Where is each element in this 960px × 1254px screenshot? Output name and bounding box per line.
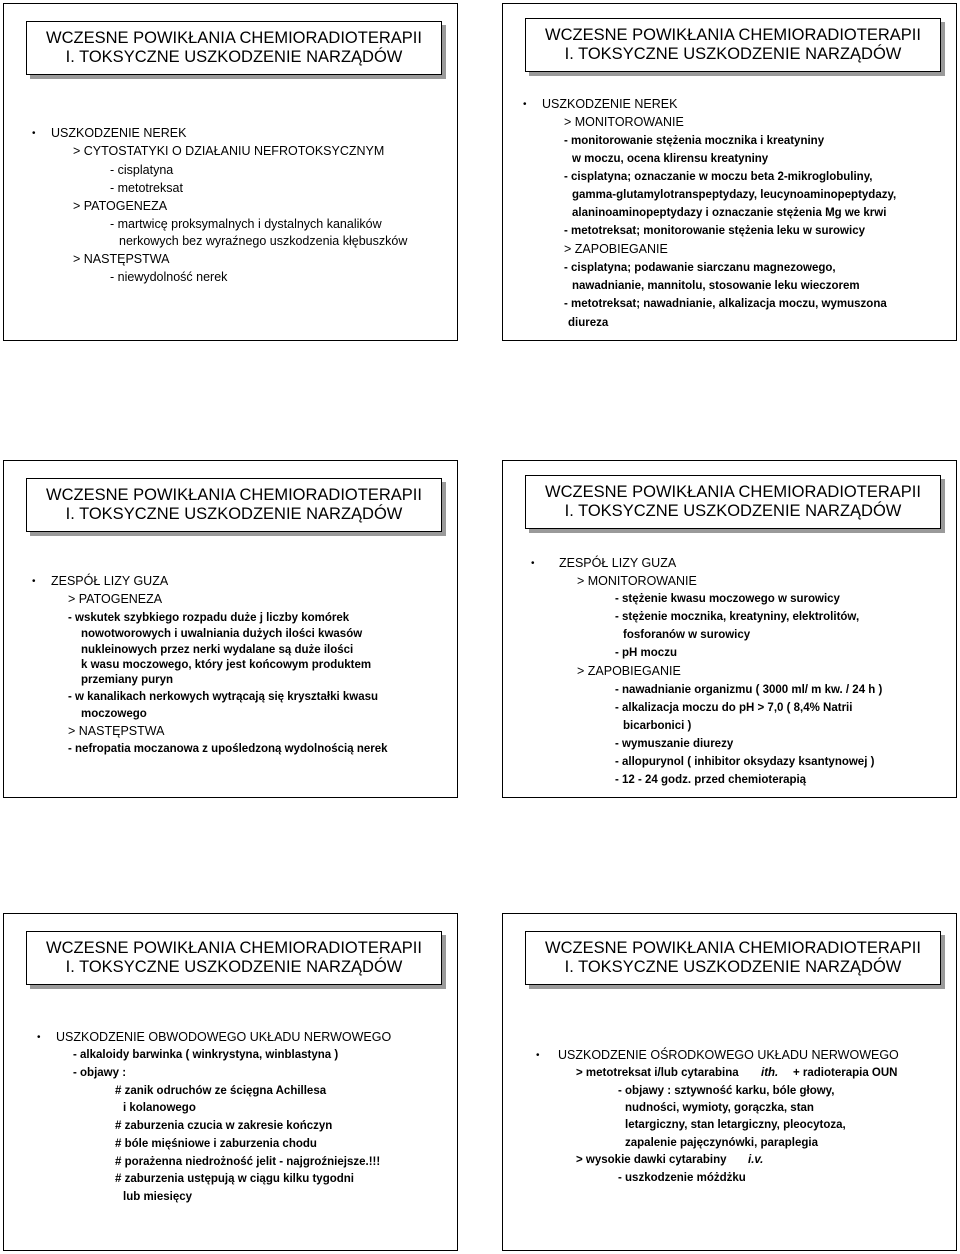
text-line: - allopurynol ( inhibitor oksydazy ksantynowej ) [615,756,875,768]
slide-title-line-1: WCZESNE POWIKŁANIA CHEMIORADIOTERAPII [545,483,921,501]
slide-title [525,18,941,72]
text-line: USZKODZENIE OBWODOWEGO UKŁADU NERWOWEGO [56,1030,392,1044]
slide-title-line-1: WCZESNE POWIKŁANIA CHEMIORADIOTERAPII [46,29,422,47]
text-line: - wskutek szybkiego rozpadu duże j liczby komórek [68,612,350,624]
text-line: diureza [568,317,609,329]
text-line: > ZAPOBIEGANIE [577,664,681,678]
text-line: - nefropatia moczanowa z upośledzoną wydolnością nerek [68,743,388,755]
text-line: ZESPÓŁ LIZY GUZA [559,556,677,570]
text-line: alaninoaminopeptydazy i oznaczanie stężenia Mg we krwi [572,207,887,219]
text-line: gamma-glutamylotranspeptydazy, leucynoaminopeptydazy, [572,189,897,201]
text-line: - alkalizacja moczu do pH > 7,0 ( 8,4% Natrii [615,702,853,714]
text-line: - nawadnianie organizmu ( 3000 ml/ m kw. / 24 h ) [615,684,883,696]
bullet-icon: • [523,99,527,110]
slide-5 [3,913,458,1251]
text-line: USZKODZENIE OŚRODKOWEGO UKŁADU NERWOWEGO [558,1048,899,1062]
text-line: - cisplatyna; oznaczanie w moczu beta 2-mikroglobuliny, [564,171,873,183]
text-line: zapalenie pajęczynówki, paraplegia [625,1137,819,1149]
text-line: - objawy : sztywność karku, bóle głowy, [618,1085,835,1097]
slide-title [525,475,941,529]
text-line: - niewydolność nerek [110,270,228,284]
text-line: moczowego [81,708,147,720]
text-line: i kolanowego [123,1102,196,1114]
text-line: - objawy : [73,1067,127,1079]
text-line: - uszkodzenie móżdżku [618,1172,746,1184]
text-line: > CYTOSTATYKI O DZIAŁANIU NEFROTOKSYCZNYM [73,144,385,158]
text-line: nudności, wymioty, gorączka, stan [625,1102,814,1114]
text-line: - stężenie kwasu moczowego w surowicy [615,593,840,605]
text-line: lub miesięcy [123,1191,193,1203]
slide-title-line-1: WCZESNE POWIKŁANIA CHEMIORADIOTERAPII [545,26,921,44]
text-line: > metotreksat i/lub cytarabina [576,1067,739,1079]
text-line: - cisplatyna; podawanie siarczanu magnezowego, [564,262,836,274]
text-line: > PATOGENEZA [68,592,163,606]
text-line: + radioterapia OUN [793,1067,898,1079]
text-line: - metotreksat; monitorowanie stężenia leku w surowicy [564,225,865,237]
slide-6 [502,913,957,1251]
slide-title-line-2: I. TOKSYCZNE USZKODZENIE NARZĄDÓW [65,48,403,66]
text-line: k wasu moczowego, który jest końcowym produktem [81,659,372,671]
slide-title-line-1: WCZESNE POWIKŁANIA CHEMIORADIOTERAPII [545,939,921,957]
text-line: USZKODZENIE NEREK [542,97,678,111]
text-line: ZESPÓŁ LIZY GUZA [51,574,169,588]
slide-3 [3,460,458,798]
slide-2 [502,3,957,341]
text-line: nerkowych bez wyraźnego uszkodzenia kłębuszków [119,234,408,248]
text-line: - metotreksat [110,181,183,195]
text-line: w moczu, ocena klirensu kreatyniny [572,153,769,165]
bullet-icon: • [37,1032,41,1043]
slide-title-line-2: I. TOKSYCZNE USZKODZENIE NARZĄDÓW [65,958,403,976]
text-line: nowotworowych i uwalniania dużych ilości kwasów [81,628,363,640]
text-line: # zaburzenia ustępują w ciągu kilku tygodni [115,1173,354,1185]
slide-title-line-1: WCZESNE POWIKŁANIA CHEMIORADIOTERAPII [46,939,422,957]
text-line: > MONITOROWANIE [564,115,684,129]
text-line: i.v. [748,1154,764,1166]
text-line: > NASTĘPSTWA [73,252,170,266]
bullet-icon: • [32,576,36,587]
text-line: - alkaloidy barwinka ( winkrystyna, winblastyna ) [73,1049,339,1061]
slide-1 [3,3,458,341]
text-line: przemiany puryn [81,674,174,686]
slide-title-line-2: I. TOKSYCZNE USZKODZENIE NARZĄDÓW [65,505,403,523]
slide-title [26,931,442,985]
text-line: - stężenie mocznika, kreatyniny, elektrolitów, [615,611,860,623]
slide-title-line-2: I. TOKSYCZNE USZKODZENIE NARZĄDÓW [564,958,902,976]
slide-title-line-2: I. TOKSYCZNE USZKODZENIE NARZĄDÓW [564,45,902,63]
text-line: > NASTĘPSTWA [68,724,165,738]
slide-title-line-2: I. TOKSYCZNE USZKODZENIE NARZĄDÓW [564,502,902,520]
text-line: - martwicę proksymalnych i dystalnych kanalików [110,217,382,231]
text-line: nukleinowych przez nerki wydalane są duże ilości [81,644,354,656]
text-line: - wymuszanie diurezy [615,738,734,750]
text-line: > wysokie dawki cytarabiny [576,1154,727,1166]
bullet-icon: • [32,128,36,139]
text-line: nawadnianie, mannitolu, stosowanie leku wieczorem [572,280,860,292]
slide-4 [502,460,957,798]
text-line: fosforanów w surowicy [623,629,751,641]
text-line: # zaburzenia czucia w zakresie kończyn [115,1120,333,1132]
bullet-icon: • [536,1050,540,1061]
text-line: # zanik odruchów ze ścięgna Achillesa [115,1085,327,1097]
slide-title [26,478,442,532]
text-line: bicarbonici ) [623,720,692,732]
slide-title-line-1: WCZESNE POWIKŁANIA CHEMIORADIOTERAPII [46,486,422,504]
text-line: - monitorowanie stężenia mocznika i kreatyniny [564,135,825,147]
text-line: # bóle mięśniowe i zaburzenia chodu [115,1138,317,1150]
text-line: letargiczny, stan letargiczny, pleocytoza, [625,1119,846,1131]
text-line: - w kanalikach nerkowych wytrącają się kryształki kwasu [68,691,379,703]
text-line: - cisplatyna [110,163,174,177]
text-line: > PATOGENEZA [73,199,168,213]
text-line: USZKODZENIE NEREK [51,126,187,140]
text-line: - 12 - 24 godz. przed chemioterapią [615,774,807,786]
text-line: ith. [761,1067,779,1079]
slide-title [525,931,941,985]
text-line: - metotreksat; nawadnianie, alkalizacja moczu, wymuszona [564,298,887,310]
bullet-icon: • [531,558,535,569]
text-line: > ZAPOBIEGANIE [564,242,668,256]
text-line: # porażenna niedrożność jelit - najgroźniejsze.!!! [115,1156,381,1168]
text-line: - pH moczu [615,647,677,659]
slide-title [26,21,442,75]
text-line: > MONITOROWANIE [577,574,697,588]
